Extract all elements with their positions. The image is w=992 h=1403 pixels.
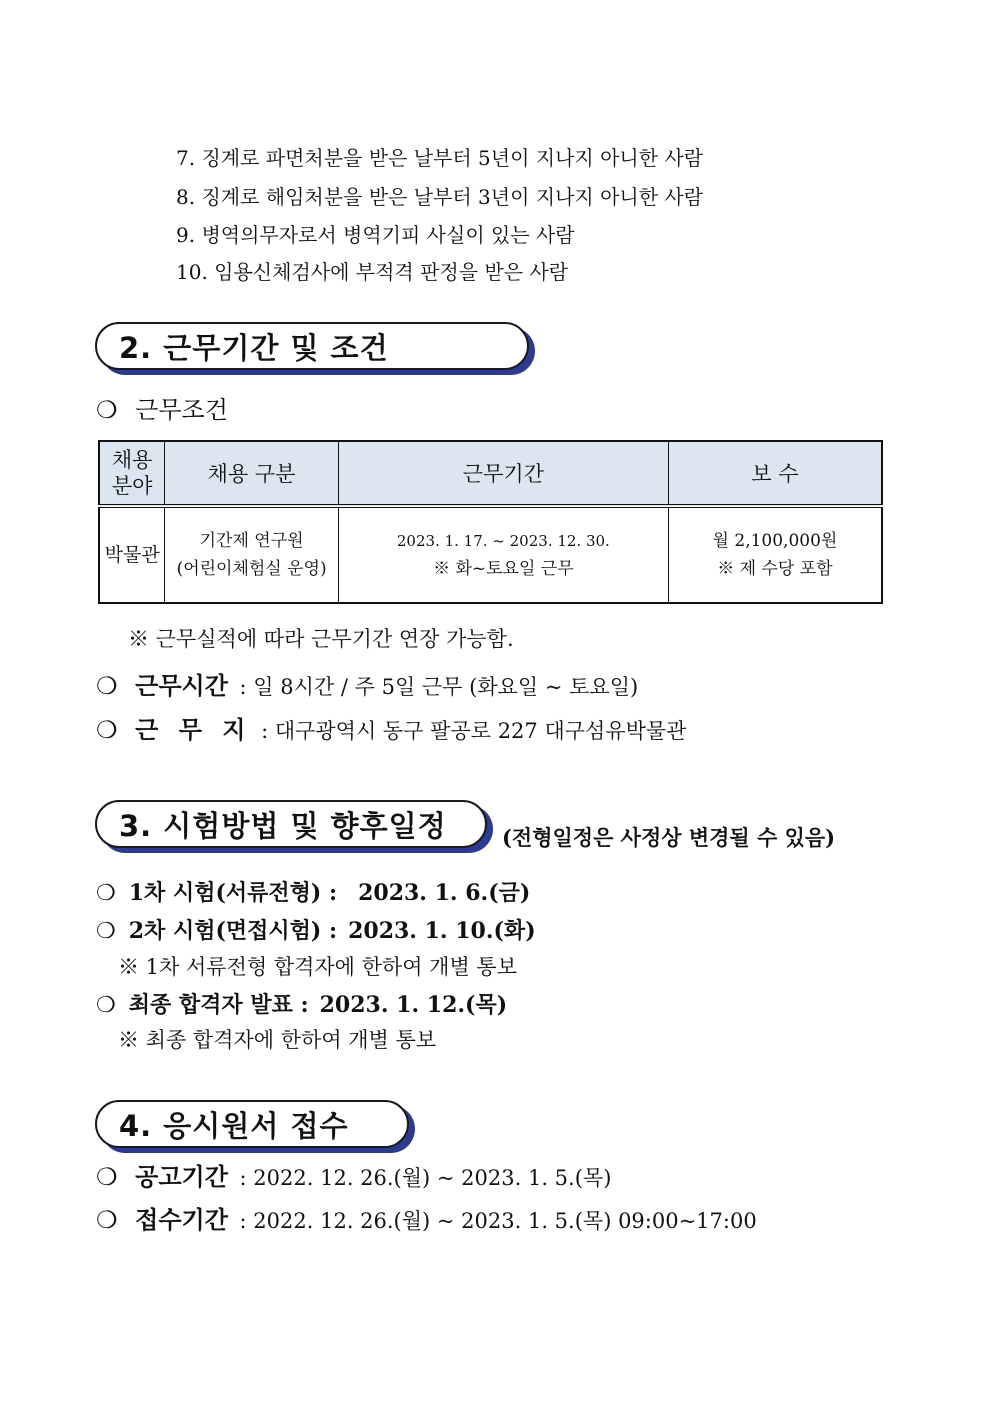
second-exam-note: ※ 1차 서류전형 합격자에 한하여 개별 통보 — [118, 955, 517, 979]
receipt-period-label: 접수기간 — [135, 1205, 228, 1234]
circle-bullet-icon: ❍ — [96, 396, 118, 424]
extension-note: ※ 근무실적에 따라 근무기간 연장 가능함. — [128, 627, 514, 651]
header-field — [99, 441, 165, 506]
cell-type-line2: (어린이체험실 운영) — [176, 559, 327, 579]
section3-heading-box — [95, 800, 487, 848]
cell-pay — [668, 506, 882, 603]
final-result-note: ※ 최종 합격자에 한하여 개별 통보 — [118, 1028, 437, 1052]
header-pay: 보 수 — [668, 441, 882, 506]
cell-period-line2: ※ 화~토요일 근무 — [433, 559, 574, 579]
circle-bullet-icon: ❍ — [96, 1163, 118, 1191]
work-conditions-heading — [96, 390, 228, 425]
work-conditions-table — [98, 440, 883, 604]
section2-heading-box — [95, 322, 529, 370]
second-exam-date: 2023. 1. 10.(화) — [348, 918, 536, 944]
receipt-period-line — [96, 1200, 757, 1235]
table-row — [99, 506, 882, 603]
work-location-value: : 대구광역시 동구 팔공로 227 대구섬유박물관 — [261, 719, 687, 743]
work-hours-value: : 일 8시간 / 주 5일 근무 (화요일 ~ 토요일) — [239, 675, 639, 699]
second-exam-label: 2차 시험(면접시험) : — [128, 918, 338, 944]
header-period: 근무기간 — [338, 441, 668, 506]
cell-pay-line2: ※ 제 수당 포함 — [717, 559, 833, 579]
circle-bullet-icon: ❍ — [96, 919, 116, 944]
notice-period-value: : 2022. 12. 26.(월) ~ 2023. 1. 5.(목) — [239, 1166, 612, 1190]
circle-bullet-icon: ❍ — [96, 716, 118, 744]
section4-heading-box — [95, 1100, 409, 1148]
disqualification-item-9: 9. 병역의무자로서 병역기피 사실이 있는 사람 — [176, 223, 575, 247]
work-location-line — [96, 710, 686, 745]
disqualification-item-10: 10. 임용신체검사에 부적격 판정을 받은 사람 — [176, 260, 569, 284]
work-location-label: 근 무 지 — [135, 715, 252, 744]
table-header-row — [99, 441, 882, 506]
first-exam-label: 1차 시험(서류전형) : — [128, 880, 338, 906]
receipt-period-value: : 2022. 12. 26.(월) ~ 2023. 1. 5.(목) 09:00~17:00 — [239, 1209, 757, 1233]
notice-period-label: 공고기간 — [135, 1162, 228, 1191]
work-conditions-label: 근무조건 — [135, 396, 228, 424]
disqualification-item-7: 7. 징계로 파면처분을 받은 날부터 5년이 지나지 아니한 사람 — [176, 146, 704, 170]
section2-title: 2. 근무기간 및 조건 — [119, 331, 389, 365]
final-result-date: 2023. 1. 12.(목) — [319, 992, 508, 1018]
section4-title: 4. 응시원서 접수 — [119, 1109, 349, 1143]
cell-type-line1: 기간제 연구원 — [199, 531, 304, 551]
header-type: 채용 구분 — [165, 441, 339, 506]
cell-pay-line1: 월 2,100,000원 — [712, 531, 838, 551]
work-hours-line — [96, 666, 638, 701]
header-field-text: 채용 분야 — [111, 448, 153, 498]
final-result-label: 최종 합격자 발표 : — [128, 992, 309, 1018]
section3-title: 3. 시험방법 및 향후일정 — [119, 809, 447, 843]
second-exam-line — [96, 914, 536, 945]
first-exam-line — [96, 876, 530, 907]
final-result-line — [96, 988, 507, 1019]
circle-bullet-icon: ❍ — [96, 1206, 118, 1234]
first-exam-date: 2023. 1. 6.(금) — [358, 880, 531, 906]
cell-type — [165, 506, 339, 603]
circle-bullet-icon: ❍ — [96, 672, 118, 700]
circle-bullet-icon: ❍ — [96, 881, 116, 906]
disqualification-item-8: 8. 징계로 해임처분을 받은 날부터 3년이 지나지 아니한 사람 — [176, 185, 704, 209]
schedule-change-note: (전형일정은 사정상 변경될 수 있음) — [502, 825, 836, 850]
work-hours-label: 근무시간 — [135, 671, 228, 700]
cell-period — [338, 506, 668, 603]
circle-bullet-icon: ❍ — [96, 993, 116, 1018]
cell-period-line1: 2023. 1. 17. ~ 2023. 12. 30. — [396, 532, 610, 550]
cell-field: 박물관 — [99, 506, 165, 603]
notice-period-line — [96, 1157, 611, 1192]
